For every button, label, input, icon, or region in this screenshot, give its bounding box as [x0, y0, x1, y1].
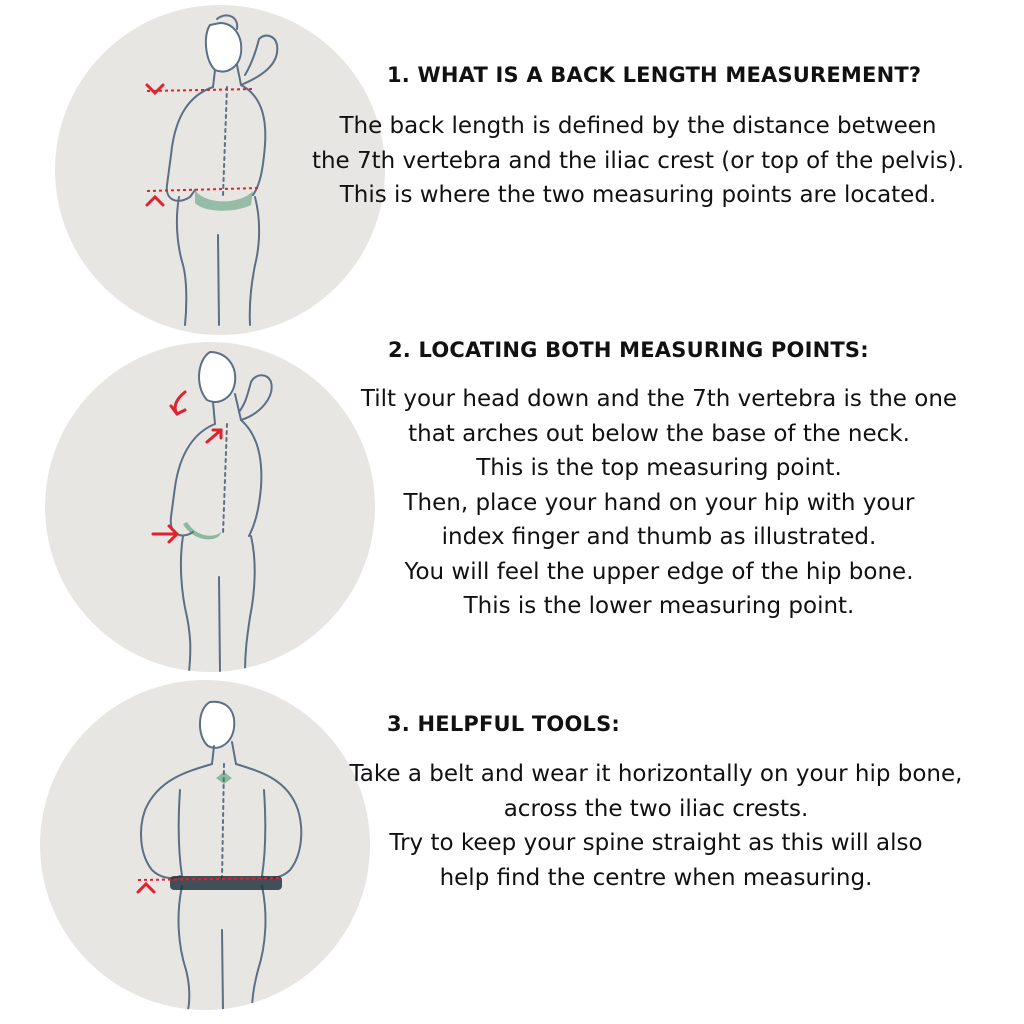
section-2-title: 2. LOCATING BOTH MEASURING POINTS:: [388, 338, 869, 362]
vertebra-arrow-icon: [207, 430, 221, 442]
section-3-line: across the two iliac crests.: [503, 795, 809, 822]
section-2-line: that arches out below the base of the neck.: [408, 420, 910, 447]
section-3-line: Try to keep your spine straight as this will also: [389, 830, 923, 856]
section-2-line: This is the lower measuring point.: [463, 593, 855, 619]
hip-arrow-icon: [153, 526, 177, 542]
section-1-line: the 7th vertebra and the iliac crest (or top of the pelvis).: [311, 147, 965, 174]
section-2-line: Then, place your hand on your hip with your: [403, 489, 915, 516]
section-3-title: 3. HELPFUL TOOLS:: [387, 712, 621, 736]
section-1-line: The back length is defined by the distance between: [339, 113, 937, 139]
section-2-body: [312, 382, 1006, 624]
section-1-body: [262, 109, 1014, 213]
section-3-line: Take a belt and wear it horizontally on your hip bone,: [349, 761, 963, 787]
section-1-title: 1. WHAT IS A BACK LENGTH MEASUREMENT?: [387, 63, 922, 87]
section-3-body: [298, 757, 1014, 895]
section-2-line: You will feel the upper edge of the hip bone.: [404, 558, 914, 585]
top-measure-line: [147, 89, 255, 91]
section-2-line: This is the top measuring point.: [476, 455, 842, 481]
section-2-line: Tilt your head down and the 7th vertebra is the one: [360, 386, 958, 412]
tilt-head-arrow-icon: [171, 392, 185, 414]
section-3-line: help find the centre when measuring.: [439, 864, 873, 891]
belt-arrow-icon: [138, 884, 154, 892]
measure-bottom-arrow-icon: [147, 197, 163, 205]
section-1-line: This is where the two measuring points are located.: [339, 182, 937, 208]
bottom-measure-line: [147, 188, 260, 191]
section-2-line: index finger and thumb as illustrated.: [441, 524, 877, 550]
